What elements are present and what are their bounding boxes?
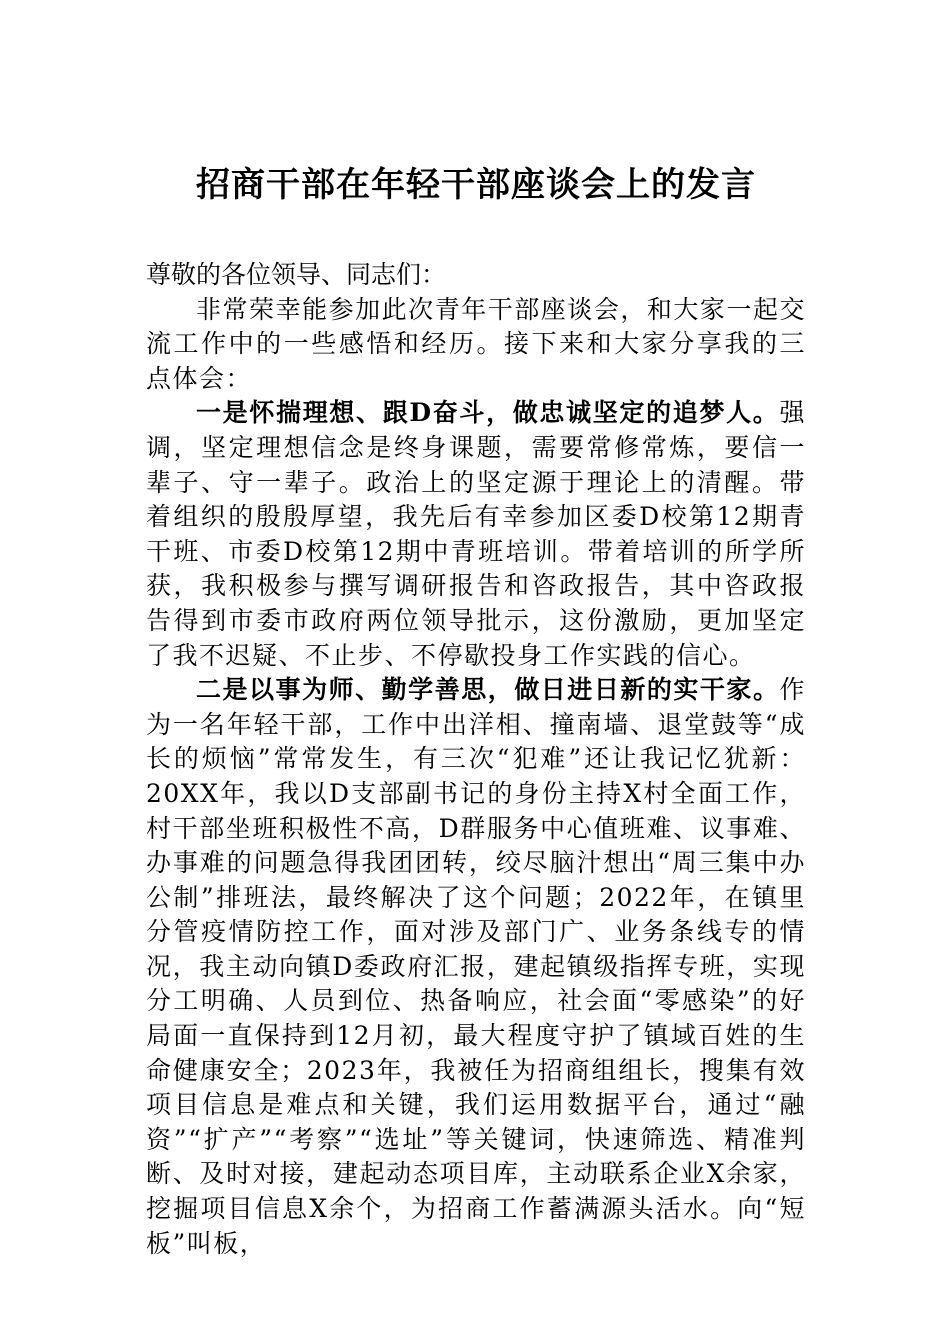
paragraph-point-two [146, 673, 806, 1261]
paragraph-point-one [146, 396, 806, 673]
document-title: 招商干部在年轻干部座谈会上的发言 [196, 165, 756, 205]
paragraph-text: 强调，坚定理想信念是终身课题，需要常修常炼，要信一辈子、守一辈子。政治上的坚定源于理论上的清醒。带着组织的殷殷厚望，我先后有幸参加区委D校第12期青干班、市委D校第12期中青班培训。带着培训的所学所获，我积极参与撰写调研报告和咨政报告，其中咨政报告得到市委市政府两位领导批示，这份激励，更加坚定了我不迟疑、不止步、不停歇投身工作实践的信心。 [146, 398, 806, 670]
paragraph-text: 非常荣幸能参加此次青年干部座谈会，和大家一起交流工作中的一些感悟和经历。接下来和大家分享我的三点体会： [146, 294, 806, 393]
paragraph-lead: 二是以事为师、勤学善思，做日进日新的实干家。 [196, 675, 780, 705]
paragraph-lead: 一是怀揣理想、跟D奋斗，做忠诚坚定的追梦人。 [196, 398, 780, 428]
document-page [146, 160, 806, 1261]
greeting-line: 尊敬的各位领导、同志们： [146, 260, 447, 289]
paragraph-intro [146, 293, 806, 397]
paragraph-text: 作为一名年轻干部，工作中出洋相、撞南墙、退堂鼓等“成长的烦恼”常常发生，有三次“犯难”还让我记忆犹新：20XX年，我以D支部副书记的身份主持X村全面工作，村干部坐班积极性不高，D群服务中心值班难、议事难、办事难的问题急得我团团转，绞尽脑汁想出“周三集中办公制”排班法，最终解决了这个问题；2022年，在镇里分管疫情防控工作，面对涉及部门广、业务条线专的情况，我主动向镇D委政府汇报，建起镇级指挥专班，实现分工明确、人员到位、热备响应，社会面“零感染”的好局面一直保持到12月初，最大程度守护了镇域百姓的生命健康安全；2023年，我被任为招商组组长，搜集有效项目信息是难点和关键，我们运用数据平台，通过“融资”“扩产”“考察”“选址”等关键词，快速筛选、精准判断、及时对接，建起动态项目库，主动联系企业X余家，挖掘项目信息X余个，为招商工作蓄满源头活水。向“短板”叫板， [146, 675, 806, 1258]
